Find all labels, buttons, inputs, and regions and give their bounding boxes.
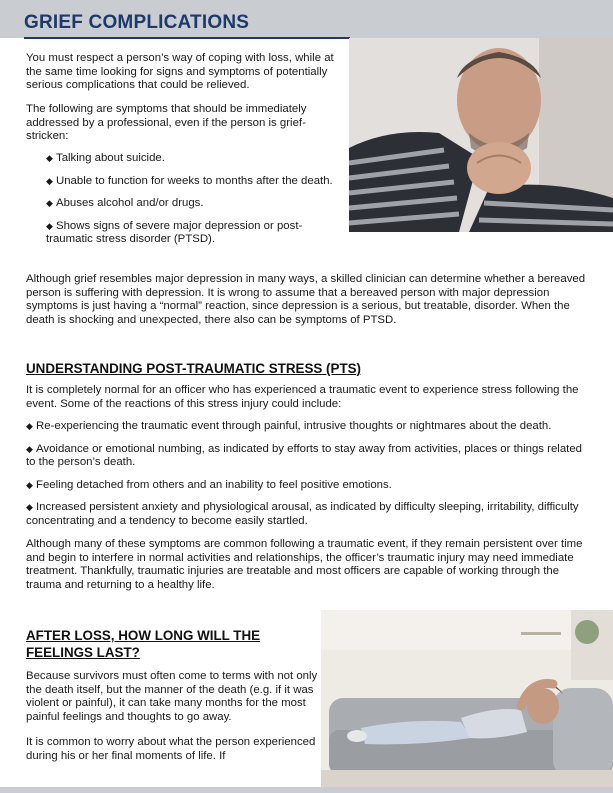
section1-bullet-list	[46, 152, 346, 256]
bullet-icon: ◆	[46, 220, 53, 231]
section1-intro: You must respect a person’s way of coping with loss, while at the same time looking for signs and symptoms of potentially serious complications that could be relieved.	[26, 52, 334, 92]
list-item: ◆ Avoidance or emotional numbing, as indicated by efforts to stay away from activities, places or things related to the person’s death.	[26, 442, 582, 469]
section2-bullet-list	[26, 420, 586, 538]
list-item: ◆ Talking about suicide.	[46, 152, 165, 164]
section2-intro: It is completely normal for an officer who has experienced a traumatic event to experience stress following the event. Some of the reactions of this stress injury could include:	[26, 384, 579, 410]
section1-closing: Although grief resembles major depression in many ways, a skilled clinician can determine whether a bereaved person is suffering with depression. It is wrong to assume that a bereaved person with major depression symptoms is just having a “normal” reaction, since depression is a serious, but treatable, disorder. When the death is shocking and unexpected, there also can be symptoms of PTSD.	[26, 273, 586, 326]
plant	[575, 620, 599, 644]
bullet-icon: ◆	[26, 443, 33, 454]
list-item: ◆ Feeling detached from others and an inability to feel positive emotions.	[26, 478, 392, 491]
clasped-hands	[467, 142, 531, 194]
section2-closing: Although many of these symptoms are common following a traumatic event, if they remain persistent over time and begin to interfere in normal activities and relationships, the officer’s traumatic injury may need immediate treatment. Thankfully, traumatic injuries are treatable and most officers are capable of working through the trauma and returning to a healthy life.	[26, 538, 583, 591]
list-item: ◆ Shows signs of severe major depression or post-traumatic stress disorder (PTSD).	[46, 219, 303, 246]
section3-heading: AFTER LOSS, HOW LONG WILL THE FEELINGS LAST?	[26, 628, 261, 660]
woman-on-sofa-illustration	[321, 610, 613, 787]
bullet-icon: ◆	[46, 198, 53, 209]
title-underline	[24, 37, 350, 39]
list-item: ◆ Abuses alcohol and/or drugs.	[46, 197, 204, 210]
bullet-icon: ◆	[26, 502, 33, 513]
section1-lead: The following are symptoms that should be immediately addressed by a professional, even if the person is grief-stricken:	[26, 103, 307, 143]
section3-para2: It is common to worry about what the person experienced during his or her final moments of life. If	[26, 736, 316, 762]
bullet-icon: ◆	[26, 421, 33, 431]
woman-on-sofa-photo	[321, 610, 613, 787]
list-item: ◆ Re-experiencing the traumatic event through painful, intrusive thoughts or nightmares about the death.	[26, 420, 552, 432]
bullet-icon: ◆	[46, 175, 53, 186]
grieving-man-illustration	[349, 38, 613, 232]
bottom-rule	[0, 787, 613, 793]
bullet-icon: ◆	[46, 153, 53, 163]
grieving-man-photo	[349, 38, 613, 232]
section3-para1: Because survivors must often come to terms with not only the death itself, but the manner of the death (e.g. if it was violent or painful), it can take many months for the most painful feelings and thoughts to go away.	[26, 670, 318, 723]
page-title: GRIEF COMPLICATIONS	[24, 12, 250, 33]
bullet-icon: ◆	[26, 479, 33, 490]
list-item: ◆ Increased persistent anxiety and physiological arousal, as indicated by difficulty sleeping, irritability, difficulty concentrating and a tendency to become easily startled.	[26, 501, 579, 527]
section2-heading: UNDERSTANDING POST-TRAUMATIC STRESS (PTS)	[26, 361, 362, 376]
list-item: ◆ Unable to function for weeks to months after the death.	[46, 174, 333, 187]
